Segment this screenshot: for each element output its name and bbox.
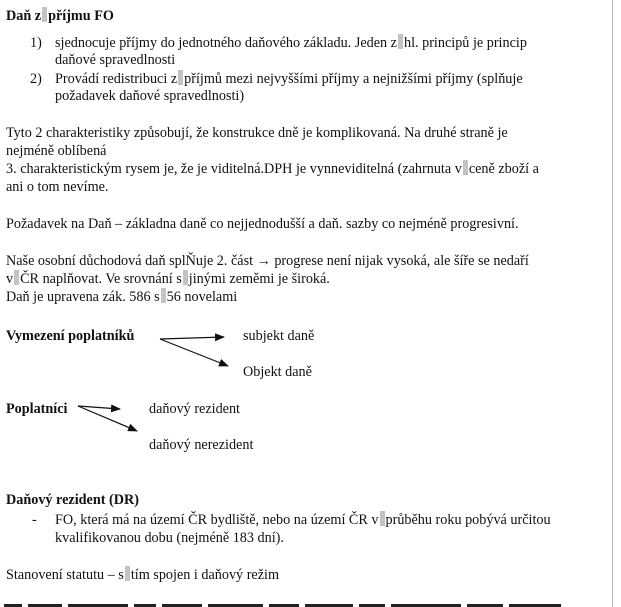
- list-item-text: požadavek daňové spravedlnosti): [55, 88, 245, 104]
- list-item-text: Provádí redistribuci z příjmů mezi nejvyššími příjmy a nejnižšími příjmy (splňuje: [55, 71, 523, 87]
- arrow-to-subjekt: [160, 337, 224, 339]
- list-item-text: FO, která má na území ČR bydliště, nebo na území ČR v průběhu roku pobývá určitou: [55, 512, 551, 528]
- arrow-to-objekt: [160, 339, 228, 366]
- paragraph-line: 3. charakteristickým rysem je, že je viditelná.DPH je vynneviditelná (zahrnuta v ceně zboží a: [6, 161, 539, 177]
- paragraph-line: Naše osobní důchodová daň splŇuje 2. část → progrese není nijak vysoká, ale šíře se nedaří: [6, 253, 529, 269]
- diagram-target-rezident: daňový rezident: [149, 401, 240, 417]
- arrow-to-rezident: [78, 406, 120, 409]
- section-title-dan-z-prijmu: [6, 7, 114, 25]
- list-number: 2): [30, 71, 42, 87]
- revision-mark: [14, 270, 19, 285]
- title-text-part1: Daň z: [6, 8, 42, 24]
- revision-mark: [380, 511, 385, 526]
- list-item-text: daňové spravedlnosti: [55, 52, 176, 68]
- list-number: 1): [30, 35, 42, 51]
- arrow-to-nerezident: [78, 406, 137, 431]
- section-title-danovy-rezident: Daňový rezident (DR): [6, 492, 139, 508]
- paragraph-line: Stanovení statutu – s tím spojen i daňový režim: [6, 567, 279, 583]
- diagram-target-nerezident: daňový nerezident: [149, 437, 254, 453]
- cut-off-text-line: [4, 596, 604, 607]
- revision-mark: [398, 34, 403, 49]
- diagram-target-subjekt: subjekt daně: [243, 328, 315, 344]
- paragraph-line: Daň je upravena zák. 586 s 56 novelami: [6, 289, 238, 305]
- revision-mark: [183, 270, 188, 285]
- revision-mark: [125, 566, 130, 581]
- paragraph-line: ani o tom nevíme.: [6, 179, 109, 195]
- revision-mark: [178, 70, 183, 85]
- diagram-label-poplatnici: Poplatníci: [6, 401, 68, 417]
- paragraph-line: Tyto 2 charakteristiky způsobují, že konstrukce dně je komplikovaná. Na druhé straně je: [6, 125, 508, 141]
- title-text-part2: příjmu FO: [48, 8, 114, 24]
- revision-mark: [161, 288, 166, 303]
- diagram-target-objekt: Objekt daně: [243, 364, 312, 380]
- paragraph-line: v ČR naplňovat. Ve srovnání s jinými zeměmi je široká.: [6, 271, 330, 287]
- revision-mark: [463, 160, 468, 175]
- paragraph-line: nejméně oblíbená: [6, 143, 107, 159]
- revision-mark: [42, 7, 47, 22]
- diagram-label-vymezeni: Vymezení poplatníků: [6, 328, 135, 344]
- paragraph-line: Požadavek na Daň – základna daně co nejjednodušší a daň. sazby co nejméně progresivní.: [6, 216, 519, 232]
- list-item-text: kvalifikovanou dobu (nejméně 183 dní).: [55, 530, 284, 546]
- bullet-dash: -: [32, 512, 37, 528]
- list-item-text: sjednocuje příjmy do jednotného daňového základu. Jeden z hl. principů je princip: [55, 35, 527, 51]
